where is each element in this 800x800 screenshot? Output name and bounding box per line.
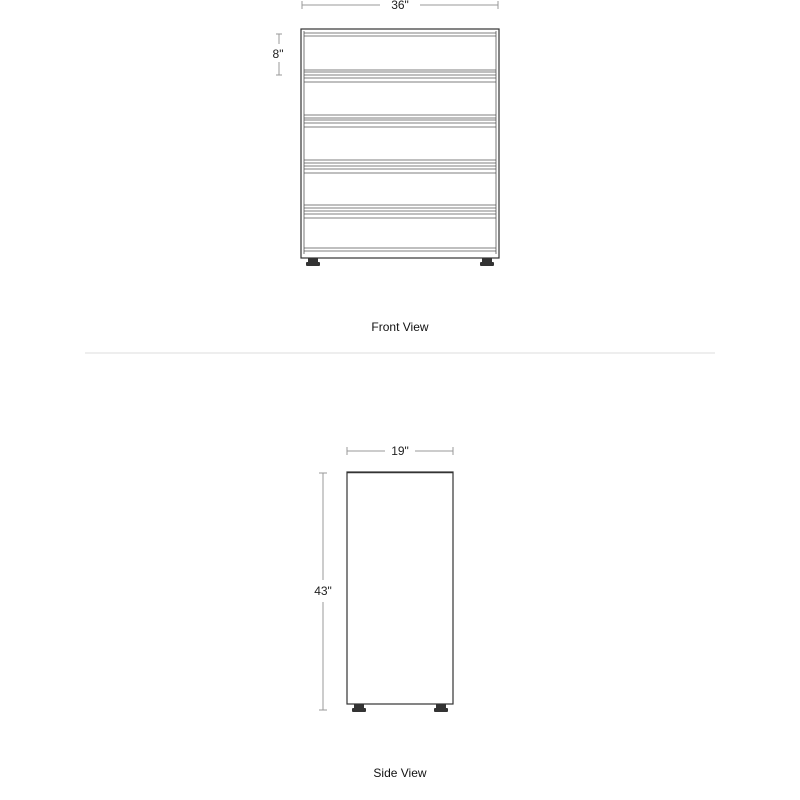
foot-right xyxy=(482,258,492,262)
foot-right-base xyxy=(480,262,494,266)
front-width-label: 36" xyxy=(391,0,409,12)
front-drawer-height-dimension xyxy=(273,34,284,75)
side-height-label: 43" xyxy=(314,584,332,598)
foot-left-base xyxy=(306,262,320,266)
side-depth-dimension xyxy=(347,444,453,458)
side-feet xyxy=(352,704,448,712)
side-height-dimension xyxy=(314,473,332,710)
foot-left xyxy=(308,258,318,262)
front-view xyxy=(273,0,499,334)
side-foot-right xyxy=(436,704,446,708)
side-cabinet xyxy=(347,472,453,704)
side-foot-left-base xyxy=(352,708,366,712)
side-view xyxy=(314,444,453,780)
front-drawer-height-label: 8" xyxy=(272,47,284,61)
side-depth-label: 19" xyxy=(391,444,409,458)
side-view-caption: Side View xyxy=(373,766,427,780)
front-width-dimension xyxy=(302,0,498,12)
front-feet xyxy=(306,258,494,266)
front-view-caption: Front View xyxy=(371,320,429,334)
side-foot-left xyxy=(354,704,364,708)
front-cabinet xyxy=(301,29,499,258)
side-foot-right-base xyxy=(434,708,448,712)
